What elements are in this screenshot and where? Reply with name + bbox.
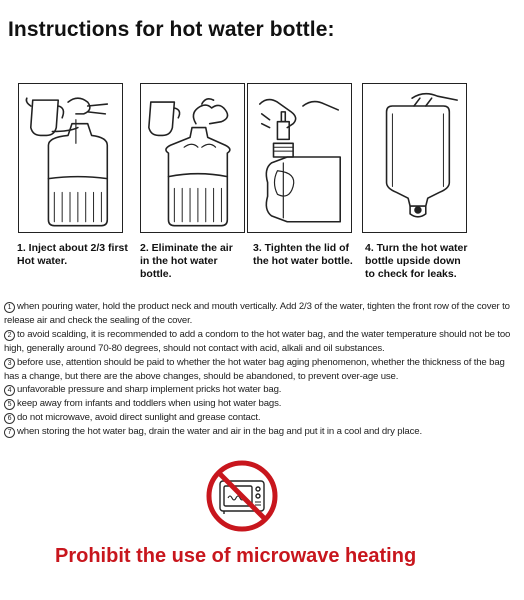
note-number: 7: [4, 427, 15, 438]
note-item: 5 keep away from infants and toddlers when using hot water bags.: [4, 397, 520, 411]
page-title: Instructions for hot water bottle:: [8, 18, 335, 41]
note-item: 1 when pouring water, hold the product neck and mouth vertically. Add 2/3 of the water, tighten the front row of the cover to release air and check the sealing of the cover.: [4, 301, 510, 326]
step-3-illustration: [247, 83, 352, 233]
note-item: 4 unfavorable pressure and sharp implement pricks hot water bag.: [4, 383, 520, 397]
tighten-lid-icon: [248, 84, 351, 232]
note-number: 2: [4, 330, 15, 341]
note-number: 4: [4, 385, 15, 396]
step-1-illustration: [18, 83, 123, 233]
no-microwave-sign: [204, 458, 280, 534]
upside-down-bottle-icon: [363, 84, 466, 232]
step-4-illustration: [362, 83, 467, 233]
step-4-caption: 4. Turn the hot water bottle upside down to check for leaks.: [365, 242, 468, 280]
note-number: 3: [4, 358, 15, 369]
note-item: 2 to avoid scalding, it is recommended to add a condom to the hot water bag, and the water temperature should not be too high, generally around 70-80 degrees, should not contact with acid, alkali and oil substances.: [4, 328, 511, 354]
step-2-caption: 2. Eliminate the air in the hot water bottle.: [140, 242, 233, 280]
step-1-caption: 1. Inject about 2/3 first Hot water.: [17, 242, 128, 267]
note-number: 5: [4, 399, 15, 410]
pour-water-icon: [19, 84, 122, 232]
step-2-illustration: [140, 83, 245, 233]
note-item: 3 before use, attention should be paid to whether the hot water bag aging phenomenon, whether the thickness of the bag has a change, but there are the above changes, should be abandoned, to prevent over-age use.: [4, 356, 505, 382]
microwave-warning: Prohibit the use of microwave heating: [55, 545, 417, 567]
step-3-caption: 3. Tighten the lid of the hot water bottle.: [253, 242, 353, 267]
no-microwave-icon: [204, 458, 280, 534]
usage-notes: [4, 300, 520, 439]
eliminate-air-icon: [141, 84, 244, 232]
note-number: 6: [4, 413, 15, 424]
note-item: 7 when storing the hot water bag, drain the water and air in the bag and put it in a cool and dry place.: [4, 425, 520, 439]
note-item: 6 do not microwave, avoid direct sunlight and grease contact.: [4, 411, 520, 425]
note-number: 1: [4, 302, 15, 313]
